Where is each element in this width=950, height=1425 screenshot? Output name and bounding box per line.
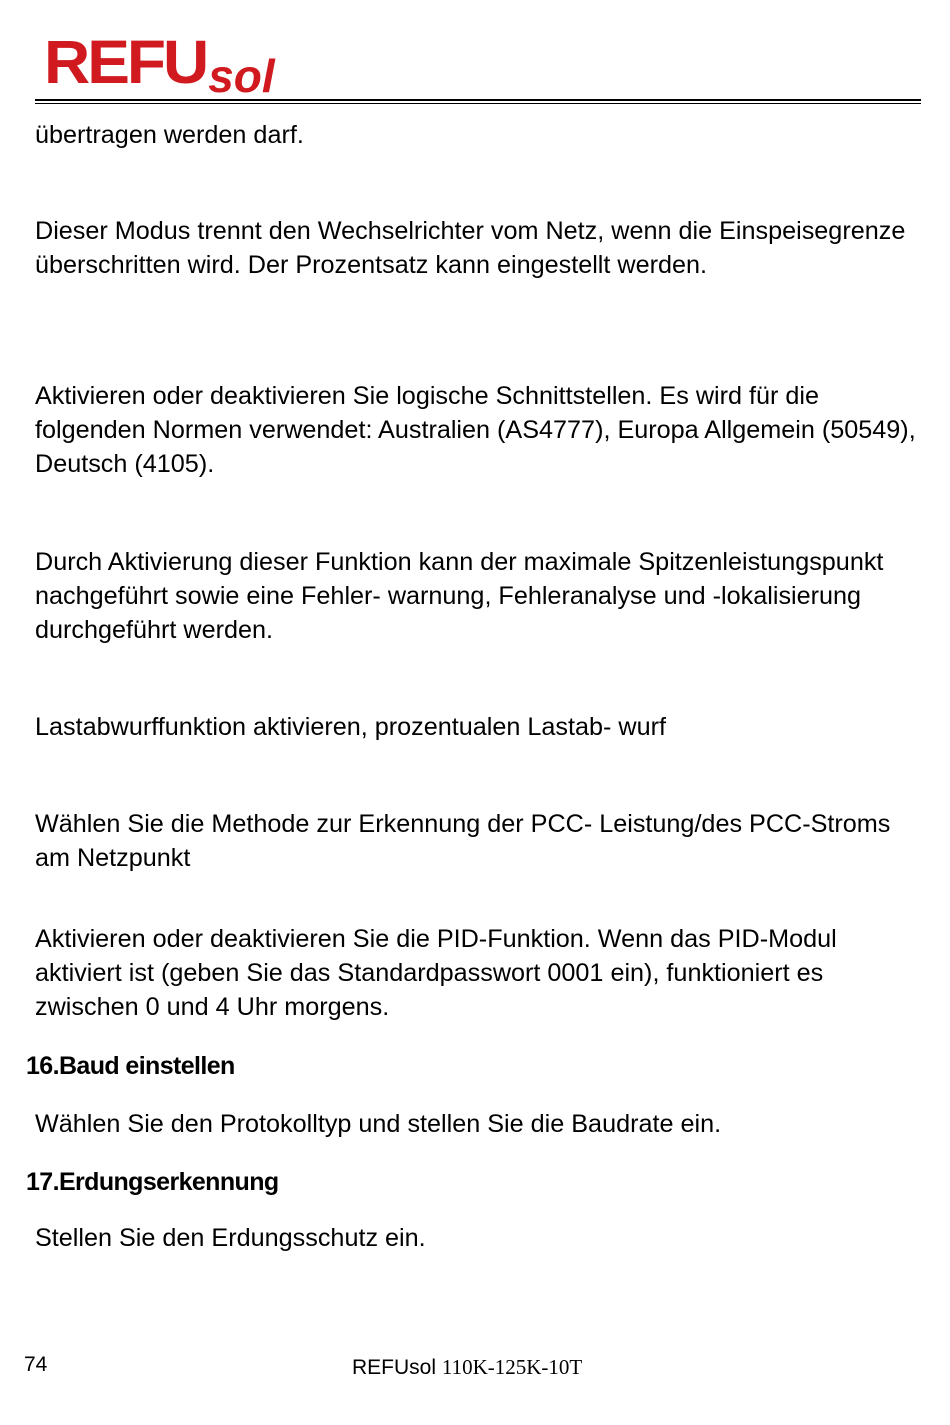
paragraph-pid: Aktivieren oder deaktivieren Sie die PID-Funktion. Wenn das PID-Modul aktiviert ist (geben Sie das Standardpasswort 0001 ein), funktioniert es zwischen 0 und 4 Uhr morgens.: [35, 925, 837, 1021]
footer-brand: REFUsol: [352, 1356, 437, 1379]
paragraph-erdung: Stellen Sie den Erdungsschutz ein.: [35, 1224, 426, 1252]
logo-main-text: REFU: [44, 27, 207, 97]
footer-model: 110K-125K-10T: [441, 1355, 583, 1379]
refusol-logo: [44, 27, 275, 102]
heading-baud-einstellen: 16.Baud einstellen: [26, 1052, 235, 1080]
heading-erdungserkennung: 17.Erdungserkennung: [26, 1168, 279, 1196]
logo-sub-text: sol: [208, 50, 275, 102]
paragraph-logische-schnittstellen: Aktivieren oder deaktivieren Sie logische Schnittstellen. Es wird für die folgenden Normen verwendet: Australien (AS4777), Europa Allgemein (50549), Deutsch (4105).: [35, 382, 916, 478]
header-rule-thick: [35, 99, 921, 101]
paragraph-einspeisegrenze: Dieser Modus trennt den Wechselrichter vom Netz, wenn die Einspeisegrenze überschritten wird. Der Prozentsatz kann eingestellt werden.: [35, 217, 906, 279]
paragraph-1: übertragen werden darf.: [35, 121, 304, 149]
paragraph-mppt-scan: Durch Aktivierung dieser Funktion kann der maximale Spitzenleistungspunkt nachgeführt sowie eine Fehler- warnung, Fehleranalyse und -lokalisierung durchgeführt werden.: [35, 548, 884, 644]
footer-document-title: [352, 1354, 582, 1381]
page-number: 74: [24, 1353, 48, 1376]
header-rule-thin: [35, 103, 921, 104]
paragraph-baud: Wählen Sie den Protokolltyp und stellen Sie die Baudrate ein.: [35, 1110, 722, 1138]
paragraph-pcc: Wählen Sie die Methode zur Erkennung der PCC- Leistung/des PCC-Stroms am Netzpunkt: [35, 810, 891, 872]
paragraph-lastabwurf: Lastabwurffunktion aktivieren, prozentualen Lastab- wurf: [35, 713, 666, 741]
